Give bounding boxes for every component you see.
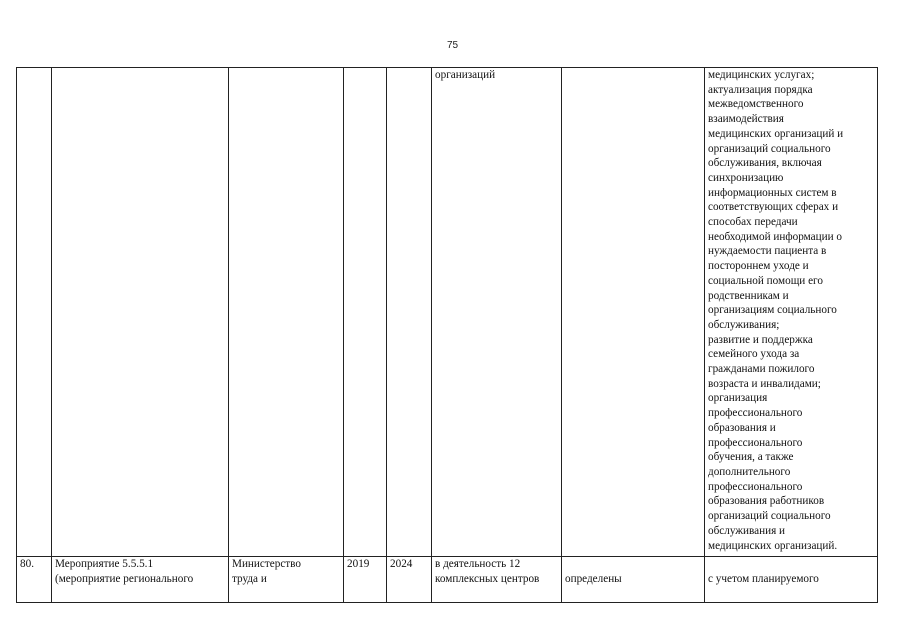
description-line: обслуживания; [708,318,780,331]
cell-description [705,68,878,557]
description-line: организация [708,392,768,405]
description-line: обслуживания, включая [708,157,822,170]
description-line: синхронизацию [708,171,784,184]
cell-col7 [562,68,705,557]
description-line: актуализация порядка [708,83,813,96]
description-line: возраста и инвалидами; [708,377,821,390]
table-row-80 [17,557,878,603]
description-line: обучения, а также [708,451,794,464]
description-line: организаций социального [708,142,831,155]
end-year: 2024 [387,557,432,603]
page-number: 75 [446,40,459,51]
start-year: 2019 [344,557,387,603]
description-line: постороннем уходе и [708,260,809,273]
description-line: профессионального [708,480,803,493]
description-line: профессионального [708,407,803,420]
description-line: медицинских услугах; [708,69,815,81]
description-line: обслуживания и [708,524,786,537]
cell-start-year [344,68,387,557]
description-line: межведомственного [708,98,804,111]
cell-event [52,68,229,557]
cell-executor [229,68,344,557]
description-line: информационных систем в [708,186,837,199]
description-line: соответствующих сферах и [708,201,839,214]
event-line: (мероприятие регионального [55,572,194,585]
description-text: с учетом планируемого [708,573,819,585]
cell-number [17,68,52,557]
result-line: в деятельность 12 [435,558,521,570]
description-line: гражданами пожилого [708,363,815,376]
executor [229,557,344,603]
table-row-continuation [17,68,878,557]
description-line: социальной помощи его [708,274,823,287]
description-lines [708,68,877,553]
description-line: образования и [708,421,776,434]
description-line: медицинских организаций и [708,127,844,140]
description-line: профессионального [708,436,803,449]
event-name [52,557,229,603]
description-line: медицинских организаций. [708,539,838,552]
col7-value [562,557,705,603]
cell-result [432,68,562,557]
row-number: 80. [17,557,52,603]
description-line: дополнительного [708,465,791,478]
description-line: взаимодействия [708,113,784,126]
col7-text: определены [565,573,622,585]
cell-result-text: организаций [435,69,496,81]
measures-table [16,67,878,603]
result-line: комплексных центров [435,572,540,585]
description-line: способах передачи [708,216,798,229]
description-line: развитие и поддержка [708,333,813,346]
result [432,557,562,603]
description-line: образования работников [708,495,825,508]
cell-end-year [387,68,432,557]
executor-line: Министерство [232,558,301,570]
event-line: Мероприятие 5.5.5.1 [55,558,154,570]
description-line: необходимой информации о [708,230,842,243]
description-line: организациям социального [708,304,837,317]
description-line: родственникам и [708,289,789,302]
description-line: организаций социального [708,510,831,523]
executor-line: труда и [232,572,267,585]
description-line: нуждаемости пациента в [708,245,827,258]
description-line: семейного ухода за [708,348,800,361]
description-value [705,557,878,603]
